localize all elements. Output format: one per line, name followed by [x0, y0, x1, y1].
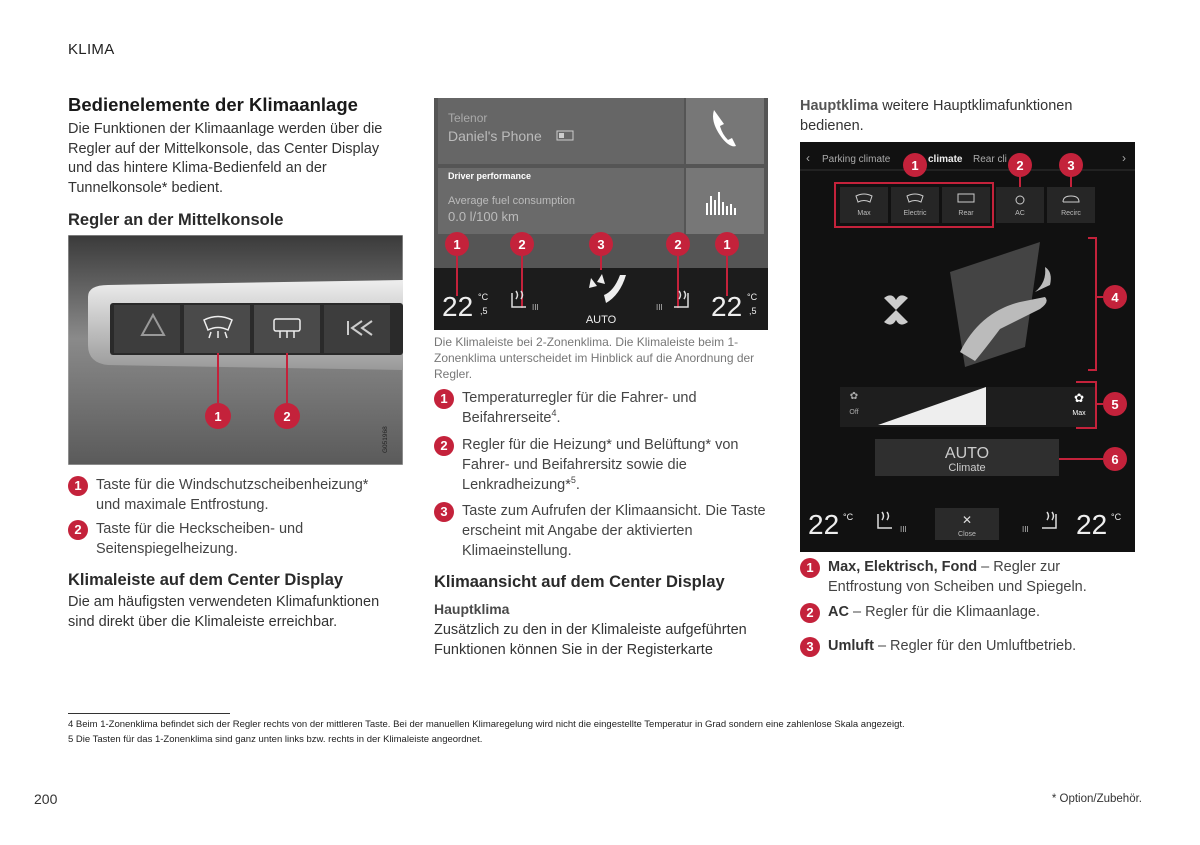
svg-text:°C: °C — [747, 292, 758, 302]
ac-button[interactable] — [996, 187, 1044, 223]
section-heading-climate-bar: Klimaleiste auf dem Center Display — [68, 571, 344, 589]
svg-text:Recirc: Recirc — [1061, 210, 1081, 217]
svg-text:Climate: Climate — [948, 462, 986, 474]
svg-text:✕: ✕ — [961, 513, 973, 527]
windscreen-defrost-button — [184, 305, 250, 353]
svg-text:‹: ‹ — [806, 151, 810, 165]
svg-text:,5: ,5 — [480, 306, 488, 316]
auto-label: AUTO — [585, 314, 617, 326]
svg-text:III: III — [532, 303, 539, 312]
list-item: 1 Temperaturregler für die Fahrer- und Beifahrerseite$^4$. — [434, 388, 766, 428]
svg-text:III: III — [1022, 525, 1029, 534]
close-button[interactable] — [935, 508, 999, 540]
svg-text:°C: °C — [1111, 512, 1122, 522]
footnote-divider — [68, 713, 230, 714]
media-back-button — [324, 305, 390, 353]
svg-text:Electric: Electric — [903, 210, 927, 217]
recirc-button[interactable] — [1047, 187, 1095, 223]
list-item: 2 Taste für die Heckscheiben- und Seitenspiegelheizung. — [68, 519, 388, 559]
svg-text:°C: °C — [478, 292, 489, 302]
list-item: 1 Taste für die Windschutzscheibenheizung* und maximale Entfrostung. — [68, 475, 388, 515]
svg-text:2: 2 — [518, 237, 526, 252]
list-item: 1 Max, Elektrisch, Fond – Regler zur Entfrostung von Scheiben und Spiegeln. — [800, 557, 1130, 597]
svg-text:2: 2 — [1016, 158, 1024, 173]
section-heading-console: Regler an der Mittelkonsole — [68, 211, 284, 229]
chapter-header: KLIMA — [68, 41, 115, 58]
footnote: 4 Beim 1-Zonenklima befindet sich der Regler rechts von der mittleren Taste. Bei der manuellen Klimaregelung wird nicht die eingestellte Temperatur in Grad sondern eine zahlenlose Skala angezeigt. — [68, 719, 905, 730]
svg-text:°C: °C — [843, 512, 854, 522]
svg-text:Max: Max — [1072, 410, 1086, 417]
svg-text:III: III — [656, 303, 663, 312]
svg-text:3: 3 — [1067, 158, 1075, 173]
svg-text:Off: Off — [849, 409, 859, 416]
option-note: * Option/Zubehör. — [1051, 793, 1142, 805]
svg-text:1: 1 — [911, 158, 919, 173]
list-item: 2 Regler für die Heizung* und Belüftung* von Fahrer- und Beifahrersitz sowie die Lenkradheizung*$^5$. — [434, 435, 766, 495]
rear-defrost-button — [254, 305, 320, 353]
tab-main-climate[interactable]: climate — [928, 154, 963, 165]
svg-text:AC: AC — [1015, 210, 1025, 217]
climate-view-screenshot — [800, 142, 1135, 552]
passenger-temp[interactable]: 22 — [1076, 509, 1108, 540]
image-code: G051968 — [382, 426, 389, 453]
figure-caption: Die Klimaleiste bei 2-Zonenklima. Die Klimaleiste beim 1-Zonenklima unterscheidet im Hinblick auf die Anordnung der Regler. — [434, 335, 755, 381]
svg-text:6: 6 — [1111, 452, 1119, 467]
card-label: Average fuel consumption — [448, 195, 575, 207]
callout-badge-label: 1 — [214, 409, 222, 424]
svg-text:4: 4 — [1111, 290, 1119, 305]
svg-text:,5: ,5 — [749, 306, 757, 316]
phone-button — [686, 98, 764, 164]
svg-text:5: 5 — [1111, 397, 1119, 412]
svg-text:AUTO: AUTO — [944, 445, 990, 462]
list-item: 3 Umluft – Regler für den Umluftbetrieb. — [800, 636, 1130, 657]
carrier-label: Telenor — [448, 111, 488, 125]
svg-text:Rear: Rear — [958, 210, 974, 217]
tab-rear-climate[interactable]: Rear cli — [973, 154, 1007, 165]
subheading-main-climate: Hauptklima — [434, 601, 510, 617]
list-item: 2 AC – Regler für die Klimaanlage. — [800, 602, 1130, 623]
svg-text:2: 2 — [674, 237, 682, 252]
section-heading-climate-view: Klimaansicht auf dem Center Display — [434, 573, 725, 591]
svg-text:Max: Max — [857, 210, 871, 217]
intro-text: Die Funktionen der Klimaanlage werden über die Regler auf der Mittelkonsole, das Center Display und das hintere Klima-Bedienfeld an der Tunnelkonsole* bedient. — [68, 121, 383, 196]
svg-text:Close: Close — [958, 531, 976, 538]
chart-button — [686, 168, 764, 234]
card-title: Driver performance — [448, 171, 532, 181]
auto-climate-button[interactable] — [875, 439, 1059, 476]
page-number: 200 — [34, 791, 58, 807]
list-item: 3 Taste zum Aufrufen der Klimaansicht. Die Taste erscheint mit Angabe der aktivierten Klimaeinstellung. — [434, 501, 766, 561]
driver-temp[interactable]: 22 — [442, 291, 474, 322]
climate-bar-text: Die am häufigsten verwendeten Klimafunktionen sind direkt über die Klimaleiste erreichbar. — [68, 594, 380, 630]
console-photo — [68, 235, 403, 465]
svg-text:✿: ✿ — [1073, 391, 1085, 405]
passenger-temp[interactable]: 22 — [711, 291, 743, 322]
phone-name: Daniel's Phone — [448, 128, 542, 144]
fan-speed-slider[interactable] — [840, 387, 1095, 427]
defrost-buttons[interactable] — [840, 187, 990, 223]
page-title: Bedienelemente der Klimaanlage — [68, 94, 358, 115]
climate-bar-screenshot — [434, 98, 768, 330]
footnote: 5 Die Tasten für das 1-Zonenklima sind ganz unten links bzw. rechts in der Klimaleiste angeordnet. — [68, 734, 483, 745]
svg-text:1: 1 — [453, 237, 461, 252]
callout-badge-label: 2 — [283, 409, 291, 424]
svg-text:›: › — [1122, 151, 1126, 165]
card-value: 0.0 l/100 km — [448, 209, 519, 224]
svg-text:1: 1 — [723, 237, 731, 252]
main-climate-text: Zusätzlich zu den in der Klimaleiste aufgeführten Funktionen können Sie in der Registerkarte — [434, 622, 747, 658]
col3-intro: Hauptklima weitere Hauptklimafunktionen bedienen. — [800, 98, 1073, 134]
svg-text:3: 3 — [597, 237, 605, 252]
svg-text:✿: ✿ — [849, 391, 859, 402]
tab-parking-climate[interactable]: Parking climate — [822, 154, 891, 165]
svg-text:III: III — [900, 525, 907, 534]
hazard-button — [114, 305, 180, 353]
driver-temp[interactable]: 22 — [808, 509, 840, 540]
